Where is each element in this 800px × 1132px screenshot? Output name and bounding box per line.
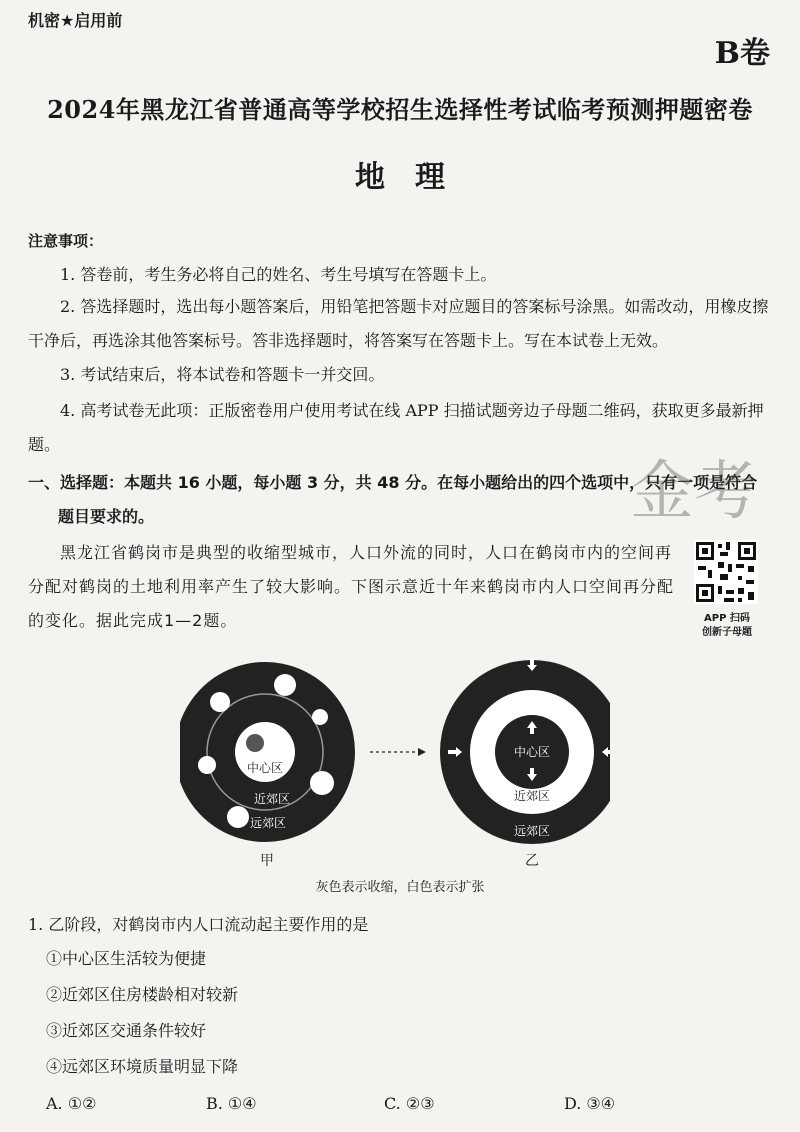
qr-caption-line1: APP 扫码 xyxy=(704,613,750,624)
inflow-arrow xyxy=(607,750,610,754)
notice-item: 4. 高考试卷无此项：正版密卷用户使用考试在线 APP 扫描试题旁边子母题二维码，获取更多最新押题。 xyxy=(28,401,764,454)
transition-arrow-head xyxy=(418,748,426,756)
population-diagram xyxy=(180,655,610,895)
paper-type-label: B卷 xyxy=(714,36,770,71)
qr-code[interactable] xyxy=(694,540,758,604)
choice-c[interactable]: C. ②③ xyxy=(384,1094,435,1113)
choice-d[interactable]: D. ③④ xyxy=(564,1094,616,1113)
watermark: 金考 xyxy=(630,455,758,529)
diagram-jia xyxy=(180,662,355,869)
label-far-jia: 远郊区 xyxy=(249,816,287,830)
label-stage-yi: 乙 xyxy=(525,853,539,869)
label-center-jia: 中心区 xyxy=(246,761,284,775)
expansion-spot xyxy=(198,756,216,774)
outflow-arrow xyxy=(530,728,534,734)
expansion-spot xyxy=(210,692,230,712)
center-shrink-spot xyxy=(246,734,264,752)
diagram-yi xyxy=(440,658,610,869)
notice-item: 3. 考试结束后，将本试卷和答题卡一并交回。 xyxy=(60,365,385,384)
label-far-yi: 远郊区 xyxy=(513,824,551,838)
statement-item: ④远郊区环境质量明显下降 xyxy=(46,1057,239,1076)
statement-item: ②近郊区住房楼龄相对较新 xyxy=(46,985,239,1004)
label-stage-jia: 甲 xyxy=(260,853,274,869)
question-context: 黑龙江省鹤岗市是典型的收缩型城市，人口外流的同时，人口在鹤岗市内的空间再分配对鹤岗的土地利用率产生了较大影响。下图示意近十年来鹤岗市内人口空间再分配的变化。据此完成1—2题。 xyxy=(28,543,675,630)
label-near-jia: 近郊区 xyxy=(253,792,291,806)
notice-item: 2. 答选择题时，选出每小题答案后，用铅笔把答题卡对应题目的答案标号涂黑。如需改动，用橡皮擦干净后，再选涂其他答案标号。答非选择题时，将答案写在答题卡上。写在本试卷上无效。 xyxy=(28,297,769,350)
notice-item: 1. 答卷前，考生务必将自己的姓名、考生号填写在答题卡上。 xyxy=(60,265,497,284)
inflow-arrow xyxy=(530,658,534,666)
qr-caption-line2: 创新子母题 xyxy=(702,627,752,638)
expansion-spot xyxy=(312,709,328,725)
inflow-arrow xyxy=(448,750,457,754)
qr-caption xyxy=(676,612,778,640)
choice-b[interactable]: B. ①④ xyxy=(206,1094,257,1113)
confidential-label: 机密★启用前 xyxy=(28,11,123,30)
expansion-spot xyxy=(310,771,334,795)
question-stem: 1. 乙阶段，对鹤岗市内人口流动起主要作用的是 xyxy=(28,915,369,934)
expansion-spot xyxy=(274,674,296,696)
expansion-spot xyxy=(227,806,249,828)
statement-item: ①中心区生活较为便捷 xyxy=(46,949,207,968)
qr-code-icon xyxy=(694,540,758,604)
outflow-arrow xyxy=(530,768,534,774)
section-heading-line1: 一、选择题：本题共 16 小题，每小题 3 分，共 48 分。在每小题给出的四个选项中，只有一项是符合 xyxy=(28,473,758,492)
subject-title: 地理 xyxy=(355,160,475,195)
choice-a[interactable]: A. ①② xyxy=(46,1094,97,1113)
figure-caption: 灰色表示收缩，白色表示扩张 xyxy=(315,880,485,895)
statement-item: ③近郊区交通条件较好 xyxy=(46,1021,207,1040)
exam-title: 2024年黑龙江省普通高等学校招生选择性考试临考预测押题密卷 xyxy=(47,95,753,124)
label-near-yi: 近郊区 xyxy=(513,789,551,803)
section-heading-line2: 题目要求的。 xyxy=(58,507,155,526)
label-center-yi: 中心区 xyxy=(513,745,551,759)
notice-heading: 注意事项： xyxy=(28,232,104,250)
